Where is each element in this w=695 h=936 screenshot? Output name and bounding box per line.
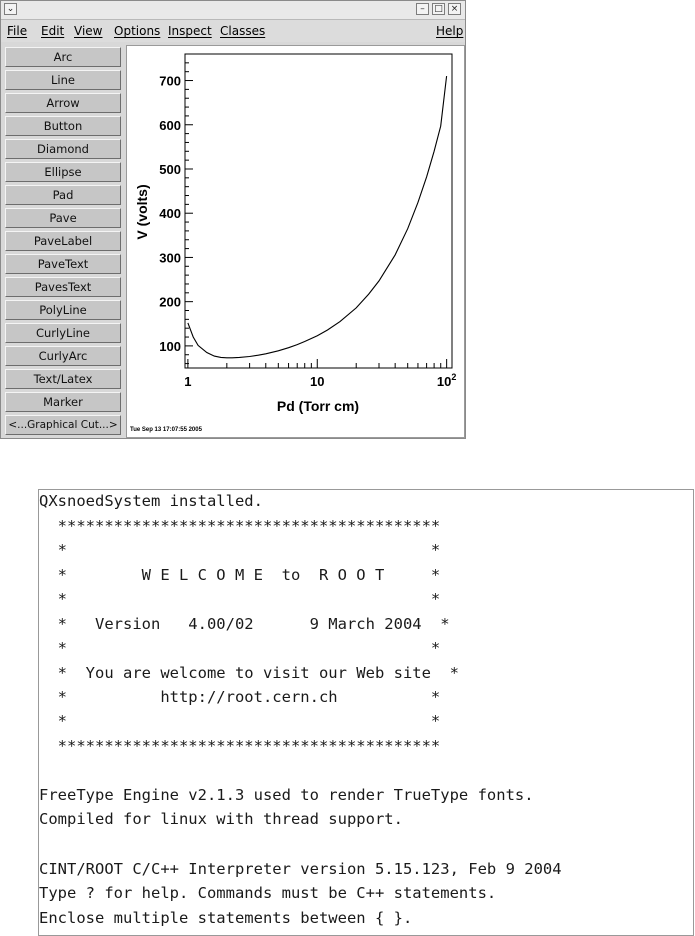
y-axis-label: V (volts) <box>134 184 150 240</box>
plot-canvas[interactable] <box>126 45 465 438</box>
maximize-icon[interactable]: □ <box>432 3 445 15</box>
plot-frame <box>185 54 452 368</box>
menu-inspect[interactable]: Inspect <box>168 24 212 38</box>
plot-svg <box>127 46 464 437</box>
y-tick-label: 600 <box>159 117 181 133</box>
tool-button-pad[interactable]: Pad <box>5 185 121 205</box>
terminal-line: * W E L C O M E to R O O T * <box>39 566 441 584</box>
terminal-line: * * <box>39 712 441 730</box>
tool-button-pave[interactable]: Pave <box>5 208 121 228</box>
tool-button-text-latex[interactable]: Text/Latex <box>5 369 121 389</box>
x-axis <box>184 359 456 389</box>
y-tick-label: 300 <box>159 250 181 266</box>
series-line <box>188 76 447 358</box>
terminal-line: * * <box>39 590 441 608</box>
tool-button-curlyarc[interactable]: CurlyArc <box>5 346 121 366</box>
terminal-line: CINT/ROOT C/C++ Interpreter version 5.15.123, Feb 9 2004 <box>39 860 562 878</box>
tool-button-polyline[interactable]: PolyLine <box>5 300 121 320</box>
title-bar <box>1 1 465 20</box>
x-tick-label: 10 <box>310 374 325 389</box>
terminal-line: ***************************************** <box>39 517 441 535</box>
menu-edit[interactable]: Edit <box>41 24 65 38</box>
terminal-line: * You are welcome to visit our Web site * <box>39 664 459 682</box>
tool-button-pavestext[interactable]: PavesText <box>5 277 121 297</box>
tool-button-marker[interactable]: Marker <box>5 392 121 412</box>
tool-button-arc[interactable]: Arc <box>5 47 121 67</box>
menu-file[interactable]: File <box>7 24 28 38</box>
tool-button-line[interactable]: Line <box>5 70 121 90</box>
y-axis <box>159 63 193 364</box>
x-axis-label: Pd (Torr cm) <box>276 398 360 414</box>
window-menu-chevron-icon[interactable]: ⌄ <box>4 3 17 15</box>
terminal-line: QXsnoedSystem installed. <box>39 492 263 510</box>
close-icon[interactable]: × <box>448 3 461 15</box>
y-tick-label: 400 <box>159 206 181 222</box>
x-tick-label: 1 <box>184 374 192 389</box>
terminal-line: Enclose multiple statements between { }. <box>39 909 413 927</box>
y-tick-label: 100 <box>159 338 181 354</box>
terminal-output <box>38 489 694 936</box>
terminal-line: * * <box>39 639 441 657</box>
root-canvas-window <box>0 0 466 439</box>
x-tick-label: $10^2$ <box>436 372 457 389</box>
terminal-line: Type ? for help. Commands must be C++ statements. <box>39 884 497 902</box>
terminal-line: * * <box>39 541 441 559</box>
terminal-line: * Version 4.00/02 9 March 2004 * <box>39 615 450 633</box>
canvas-timestamp: Tue Sep 13 17:07:55 2005 <box>130 427 202 433</box>
y-tick-label: 200 <box>159 294 181 310</box>
menu-classes[interactable]: Classes <box>220 24 266 38</box>
terminal-line: Compiled for linux with thread support. <box>39 810 403 828</box>
menu-help[interactable]: Help <box>436 24 464 38</box>
tool-button-pavelabel[interactable]: PaveLabel <box>5 231 121 251</box>
tool-button-curlyline[interactable]: CurlyLine <box>5 323 121 343</box>
tool-button-arrow[interactable]: Arrow <box>5 93 121 113</box>
tool-button-button[interactable]: Button <box>5 116 121 136</box>
terminal-line: ***************************************** <box>39 737 441 755</box>
menu-bar <box>1 20 465 42</box>
menu-options[interactable]: Options <box>114 24 161 38</box>
tool-button-pavetext[interactable]: PaveText <box>5 254 121 274</box>
tool-button-ellipse[interactable]: Ellipse <box>5 162 121 182</box>
tool-button-diamond[interactable]: Diamond <box>5 139 121 159</box>
minimize-icon[interactable]: – <box>416 3 429 15</box>
tool-button-graphical-cut[interactable]: <...Graphical Cut...> <box>5 415 121 435</box>
terminal-line: FreeType Engine v2.1.3 used to render TrueType fonts. <box>39 786 534 804</box>
y-tick-label: 500 <box>159 161 181 177</box>
menu-view[interactable]: View <box>74 24 103 38</box>
terminal-line: * http://root.cern.ch * <box>39 688 441 706</box>
y-tick-label: 700 <box>159 73 181 89</box>
